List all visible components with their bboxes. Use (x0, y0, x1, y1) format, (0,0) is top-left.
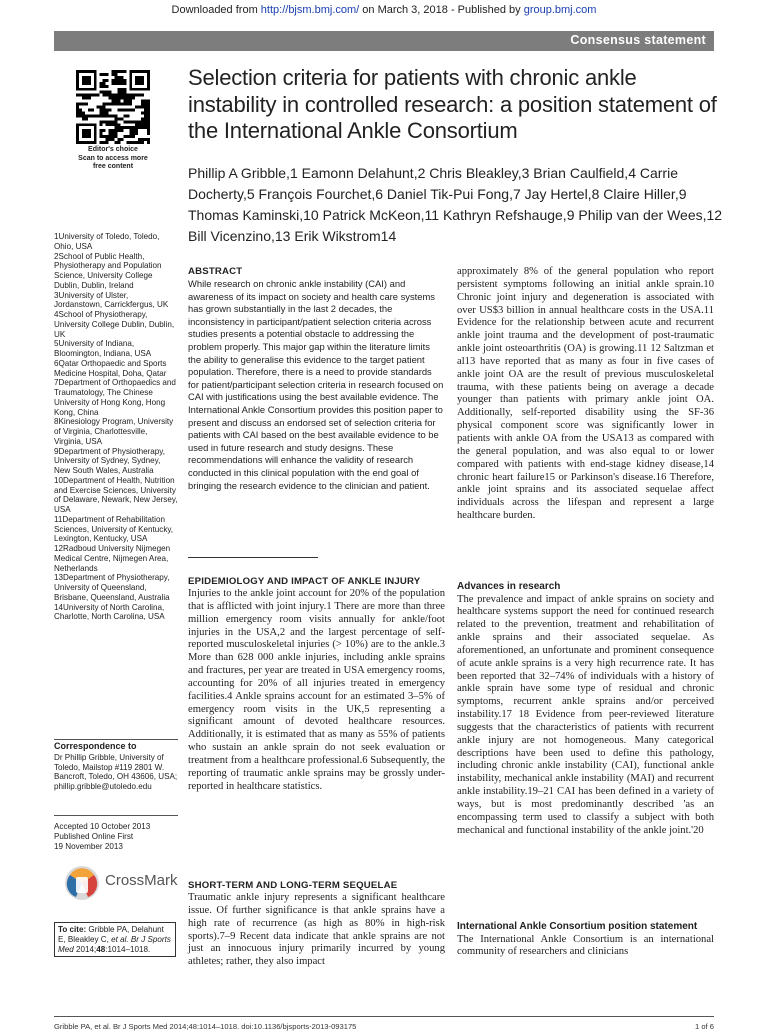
affiliation: 8Kinesiology Program, University of Virginia, Charlottesville, Virginia, USA (54, 417, 174, 446)
divider (54, 815, 178, 816)
affiliation: 14University of North Carolina, Charlotte, North Carolina, USA (54, 602, 165, 622)
cite-authors: Gribble PA, Delahunt E, Bleakley C, (58, 925, 164, 944)
epidemiology-heading: EPIDEMIOLOGY AND IMPACT OF ANKLE INJURY (188, 576, 421, 587)
cite-journal: et al. Br J Sports Med (58, 934, 171, 954)
qr-code-icon[interactable] (76, 70, 150, 144)
affiliation: 2School of Public Health, Physiotherapy and Population Science, University College Dublin, Dublin, Ireland (54, 251, 162, 290)
author-list: Phillip A Gribble,1 Eamonn Delahunt,2 Chris Bleakley,3 Brian Caulfield,4 Carrie Docherty,5 François Fourchet,6 Daniel Tik-Pui Fong,7 Jay Hertel,8 Claire Hiller,9 Thomas Kaminski,10 Patrick McKeon,11 Kathryn Refshauge,9 Philip van der Wees,12 Bill Vicenzino,13 Erik Wikstrom14 (188, 165, 723, 244)
journal-url-link[interactable]: http://bjsm.bmj.com/ (260, 4, 360, 16)
sequelae-section (188, 880, 445, 969)
correspondence-text: Dr Phillip Gribble, University of Toledo, Mailstop #119 2801 W. Bancroft, Toledo, OH 43606, USA; phillip.gribble@utoledo.edu (54, 752, 178, 792)
affiliation: 3University of Ulster, Jordanstown, Carrickfergus, UK (54, 290, 169, 310)
affiliation: 12Radboud University Nijmegen Medical Centre, Nijmegen Area, Netherlands (54, 544, 171, 573)
article-title: Selection criteria for patients with chronic ankle instability in controlled research: a position statement of the International Ankle Consortium (188, 65, 717, 143)
date-line: Accepted 10 October 2013 (54, 822, 151, 831)
divider (188, 557, 318, 558)
footer-citation: Gribble PA, et al. Br J Sports Med 2014;48:1014–1018. doi:10.1136/bjsports-2013-093175 (54, 1022, 357, 1031)
abstract-heading: ABSTRACT (188, 266, 243, 277)
epidemiology-text: Injuries to the ankle joint account for 20% of the population that is afflicted with joint injury.1 There are more than three million emergency room visits annually for ankle/foot injuries in the USA,2 and the largest percentage of self-reported musculoskeletal injuries (> 10%) are to the ankle.3 More than 628 000 ankle injuries, including ankle sprains and fractures, per year are treated in USA emergency rooms, accounting for 20% of all injuries treated in emergency facilities.4 Ankle sprains account for an estimated 3–5% of emergency room visits in the UK,5 representing a significant amount of devoted healthcare resources. Additionally, it is estimated that as many as 55% of patients who sustain an ankle sprain do not seek evaluation or treatment from a healthcare professional.6 Subsequently, the reporting of traumatic ankle sprains may be grossly under-reported in healthcare statistics. (188, 588, 445, 792)
advances-heading: Advances in research (457, 581, 561, 592)
publication-dates (54, 822, 178, 851)
page-number: 1 of 6 (695, 1022, 714, 1031)
consortium-section (457, 921, 714, 959)
affiliation: 7Department of Orthopaedics and Traumatology, The Chinese University of Hong Kong, Hong Kong, China (54, 378, 176, 417)
affiliation: 10Department of Health, Nutrition and Exercise Sciences, University of Delaware, Newark, New Jersey, USA (54, 475, 178, 514)
affiliation: 5University of Indiana, Bloomington, Indiana, USA (54, 339, 152, 358)
qr-caption-line: free content (92, 163, 134, 170)
affiliation: 9Department of Physiotherapy, University of Sydney, Sydney, New South Wales, Australia (54, 446, 165, 475)
abstract-section (188, 266, 445, 492)
category-bar (54, 31, 714, 51)
download-middle: on March 3, 2018 - Published by (359, 4, 524, 16)
qr-block (70, 70, 156, 172)
consortium-text: The International Ankle Consortium is an international community of researchers and clinicians (457, 933, 714, 958)
cite-volume: 48 (96, 944, 106, 954)
affiliation: 4School of Physiotherapy, University College Dublin, Dublin, UK (54, 310, 175, 339)
qr-caption (70, 146, 156, 172)
divider (54, 739, 178, 740)
affiliation: 1University of Toledo, Toledo, Ohio, USA (54, 232, 160, 251)
epidemiology-section (188, 576, 445, 794)
date-line: Published Online First (54, 831, 134, 841)
correspondence (54, 742, 178, 792)
advances-text: The prevalence and impact of ankle sprains on society and healthcare systems support the need for continued research related to the prevention, treatment and rehabilitation of ankle sprains and their associated sequelae. As aforementioned, an unfortunate and prominent consequence of acute ankle sprains is a very high recurrence rate. It has been reported that 32–74% of individuals with a history of ankle sprain have some type of residual and chronic symptoms, recurrent ankle sprains and/or perceived instability.17 18 Evidence from peer-reviewed literature suggests that the characteristics of patients with recurrent ankle injury are not homogeneous. Many categorical descriptions have been used to define this pathology, including chronic ankle instability (CAI), functional ankle instability, mechanical ankle instability (MAI) and recurrent ankle instability.19–21 CAI has been defined in a variety of ways, but is most predominantly described 'as an encompassing term used to classify a subject with both mechanical and functional instability of the ankle joint.'20 (457, 593, 714, 836)
footer-divider (54, 1016, 714, 1017)
date-line: 19 November 2013 (54, 841, 123, 851)
right-column-intro (457, 266, 714, 523)
advances-section (457, 581, 714, 838)
crossmark-label: CrossMark (105, 872, 178, 889)
cite-label: To cite: (58, 925, 87, 934)
correspondence-heading: Correspondence to (54, 741, 137, 751)
right-intro-text: approximately 8% of the general population who report persistent symptoms following an initial ankle sprain.10 Chronic joint injury and degeneration is associated with over US$3 billion in annual healthcare costs in the USA.11 Evidence for the relationship between acute and recurrent ankle joint trauma and the development of post-traumatic ankle joint osteoarthritis (OA) is growing.11 12 Saltzman et al13 have reported that as many as four in five cases of ankle joint OA are the result of previous musculoskeletal trauma, with these patients being on average a decade younger than patients with primary ankle joint OA. Additionally, self-reported disability using the SF-36 physical component score was significantly lower in patients with ankle OA from the USA13 as compared with the general population, and was also equal to or lower compared with patients with end-stage kidney disease,14 chronic heart failure15 or Parkinson's disease.16 Therefore, ankle joint sprains and its associated sequelae affect individuals across the lifespan and represent a large healthcare burden. (457, 266, 714, 522)
category-label: Consensus statement (570, 33, 706, 47)
sequelae-text: Traumatic ankle injury represents a significant healthcare issue. Of further significance is that ankle sprains have a high rate of recurrence (as high as 80% in high-risk sports).7–9 Recent data indicate that ankle sprains are not just an innocuous injury primarily incurred by young athletes; rather, they also impact (188, 892, 445, 968)
cite-year: 2014; (73, 944, 97, 954)
affiliations (54, 232, 178, 622)
affiliation: 13Department of Physiotherapy, University of Queensland, Brisbane, Queensland, Australia (54, 573, 170, 602)
citation-box (54, 922, 176, 957)
qr-caption-line: Scan to access more (78, 154, 148, 162)
affiliation: 6Qatar Orthopaedic and Sports Medicine Hospital, Doha, Qatar (54, 358, 167, 378)
affiliation: 11Department of Rehabilitation Sciences, University of Kentucky, Lexington, Kentucky, USA (54, 514, 174, 544)
cite-pages: :1014–1018. (105, 944, 151, 954)
download-prefix: Downloaded from (171, 4, 261, 16)
abstract-text: While research on chronic ankle instability (CAI) and awareness of its impact on society and health care systems has grown substantially in the last 2 decades, the inconsistency in participant/patient selection criteria across studies presents a potential obstacle to addressing the problem properly. This major gap within the literature limits the ability to generalise this evidence to the target patient population. Therefore, there is a need to provide standards for patient/participant selection criteria in research focused on CAI with justifications using the best available evidence. The International Ankle Consortium provides this position paper to present and discuss an endorsed set of selection criteria for patients with CAI based on the best available evidence to be used in future research and study designs. These recommendations will enhance the validity of research conducted in this clinical population with the end goal of bringing the research evidence to the clinician and patient. (188, 278, 444, 491)
consortium-heading: International Ankle Consortium position statement (457, 921, 698, 932)
download-notice (0, 4, 768, 16)
publisher-link[interactable]: group.bmj.com (523, 4, 597, 16)
sequelae-heading: SHORT-TERM AND LONG-TERM SEQUELAE (188, 880, 398, 891)
qr-caption-line: Editor's choice (88, 146, 138, 153)
